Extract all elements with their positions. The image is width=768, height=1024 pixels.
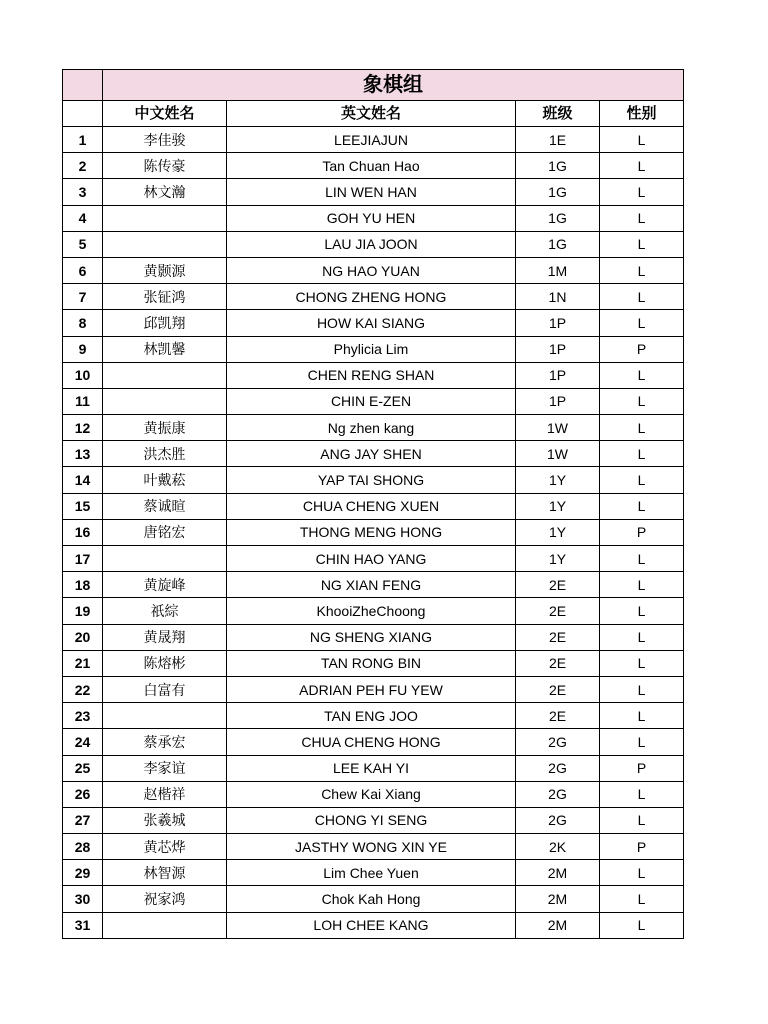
row-number-cell[interactable]: 2 <box>63 153 103 179</box>
row-number-cell[interactable]: 11 <box>63 388 103 414</box>
english-name-cell[interactable]: NG XIAN FENG <box>227 572 516 598</box>
table-row <box>63 834 684 860</box>
row-number-cell[interactable]: 22 <box>63 676 103 702</box>
english-name-cell[interactable]: CHIN HAO YANG <box>227 546 516 572</box>
class-cell[interactable]: 1E <box>516 127 600 153</box>
english-name-cell[interactable]: CHUA CHENG HONG <box>227 729 516 755</box>
gender-cell[interactable]: L <box>600 284 684 310</box>
class-cell[interactable]: 2M <box>516 886 600 912</box>
chinese-name-cell[interactable]: 蔡诚暄 <box>103 493 227 519</box>
class-cell[interactable]: 1G <box>516 153 600 179</box>
row-number-cell[interactable]: 6 <box>63 257 103 283</box>
table-row <box>63 676 684 702</box>
row-number-cell[interactable]: 19 <box>63 598 103 624</box>
chinese-name-cell[interactable]: 林文瀚 <box>103 179 227 205</box>
english-name-cell[interactable]: Lim Chee Yuen <box>227 860 516 886</box>
class-cell[interactable]: 2E <box>516 650 600 676</box>
gender-cell[interactable]: L <box>600 467 684 493</box>
chinese-name-cell[interactable] <box>103 231 227 257</box>
row-number-cell[interactable]: 23 <box>63 703 103 729</box>
gender-cell[interactable]: L <box>600 807 684 833</box>
gender-cell[interactable]: L <box>600 912 684 938</box>
english-name-cell[interactable]: NG SHENG XIANG <box>227 624 516 650</box>
row-number-cell[interactable]: 5 <box>63 231 103 257</box>
chinese-name-cell[interactable]: 黄旋峰 <box>103 572 227 598</box>
class-cell[interactable]: 1W <box>516 441 600 467</box>
gender-cell[interactable]: L <box>600 860 684 886</box>
chinese-name-cell[interactable]: 李佳骏 <box>103 127 227 153</box>
gender-cell[interactable]: L <box>600 650 684 676</box>
class-cell[interactable]: 1Y <box>516 546 600 572</box>
table-row <box>63 755 684 781</box>
class-cell[interactable]: 2E <box>516 676 600 702</box>
header-row <box>63 101 684 127</box>
class-cell[interactable]: 2E <box>516 598 600 624</box>
english-name-cell[interactable]: HOW KAI SIANG <box>227 310 516 336</box>
table-row <box>63 467 684 493</box>
chinese-name-cell[interactable]: 邱凯翔 <box>103 310 227 336</box>
class-cell[interactable]: 1G <box>516 231 600 257</box>
row-number-cell[interactable]: 30 <box>63 886 103 912</box>
english-name-cell[interactable]: LEE KAH YI <box>227 755 516 781</box>
english-name-cell[interactable]: Chok Kah Hong <box>227 886 516 912</box>
english-name-cell[interactable]: LEEJIAJUN <box>227 127 516 153</box>
title-row <box>63 70 684 101</box>
chinese-name-cell[interactable] <box>103 703 227 729</box>
class-cell[interactable]: 1Y <box>516 467 600 493</box>
english-name-cell[interactable]: LIN WEN HAN <box>227 179 516 205</box>
gender-cell[interactable]: L <box>600 415 684 441</box>
gender-cell[interactable]: L <box>600 179 684 205</box>
row-number-cell[interactable]: 24 <box>63 729 103 755</box>
table-row <box>63 912 684 938</box>
chinese-name-cell[interactable] <box>103 546 227 572</box>
class-cell[interactable]: 1N <box>516 284 600 310</box>
table-row <box>63 179 684 205</box>
table-row <box>63 624 684 650</box>
gender-cell[interactable]: L <box>600 781 684 807</box>
gender-cell[interactable]: L <box>600 886 684 912</box>
table-row <box>63 519 684 545</box>
row-number-cell[interactable]: 7 <box>63 284 103 310</box>
gender-cell[interactable]: L <box>600 676 684 702</box>
row-number-cell[interactable]: 8 <box>63 310 103 336</box>
class-cell[interactable]: 1G <box>516 205 600 231</box>
english-name-cell[interactable]: TAN RONG BIN <box>227 650 516 676</box>
chinese-name-cell[interactable]: 林凯馨 <box>103 336 227 362</box>
gender-cell[interactable]: L <box>600 572 684 598</box>
english-name-cell[interactable]: Ng zhen kang <box>227 415 516 441</box>
table-row <box>63 860 684 886</box>
english-name-cell[interactable]: KhooiZheChoong <box>227 598 516 624</box>
table-row <box>63 493 684 519</box>
row-number-cell[interactable]: 10 <box>63 362 103 388</box>
gender-cell[interactable]: L <box>600 153 684 179</box>
english-name-cell[interactable]: YAP TAI SHONG <box>227 467 516 493</box>
chinese-name-cell[interactable]: 李家谊 <box>103 755 227 781</box>
row-number-cell[interactable]: 9 <box>63 336 103 362</box>
table-row <box>63 729 684 755</box>
chinese-name-cell[interactable]: 白富有 <box>103 676 227 702</box>
class-cell[interactable]: 2E <box>516 624 600 650</box>
row-number-cell[interactable]: 27 <box>63 807 103 833</box>
row-number-cell[interactable]: 25 <box>63 755 103 781</box>
class-cell[interactable]: 2G <box>516 807 600 833</box>
english-name-cell[interactable]: THONG MENG HONG <box>227 519 516 545</box>
row-number-cell[interactable]: 20 <box>63 624 103 650</box>
gender-cell[interactable]: P <box>600 336 684 362</box>
class-cell[interactable]: 2M <box>516 860 600 886</box>
english-name-cell[interactable]: Chew Kai Xiang <box>227 781 516 807</box>
table-row <box>63 362 684 388</box>
table-row <box>63 546 684 572</box>
table-row <box>63 153 684 179</box>
table-row <box>63 231 684 257</box>
table-row <box>63 284 684 310</box>
row-number-cell[interactable]: 17 <box>63 546 103 572</box>
gender-cell[interactable]: L <box>600 546 684 572</box>
row-number-cell[interactable]: 13 <box>63 441 103 467</box>
class-cell[interactable]: 2K <box>516 834 600 860</box>
gender-cell[interactable]: L <box>600 598 684 624</box>
table-row <box>63 781 684 807</box>
english-name-cell[interactable]: CHEN RENG SHAN <box>227 362 516 388</box>
english-name-cell[interactable]: JASTHY WONG XIN YE <box>227 834 516 860</box>
class-cell[interactable]: 1M <box>516 257 600 283</box>
table-row <box>63 598 684 624</box>
chinese-name-cell[interactable] <box>103 205 227 231</box>
english-name-cell[interactable]: CHIN E-ZEN <box>227 388 516 414</box>
header-corner-cell[interactable] <box>63 101 103 127</box>
gender-cell[interactable]: L <box>600 310 684 336</box>
chinese-name-cell[interactable]: 赵楷祥 <box>103 781 227 807</box>
chinese-name-cell[interactable]: 叶戴菘 <box>103 467 227 493</box>
chinese-name-cell[interactable]: 黄振康 <box>103 415 227 441</box>
row-number-cell[interactable]: 26 <box>63 781 103 807</box>
roster-table <box>62 69 684 939</box>
chinese-name-cell[interactable]: 林智源 <box>103 860 227 886</box>
gender-cell[interactable]: L <box>600 388 684 414</box>
table-row <box>63 310 684 336</box>
chinese-name-cell[interactable]: 唐铭宏 <box>103 519 227 545</box>
class-cell[interactable]: 1Y <box>516 519 600 545</box>
table-row <box>63 703 684 729</box>
row-number-cell[interactable]: 18 <box>63 572 103 598</box>
gender-cell[interactable]: L <box>600 703 684 729</box>
table-row <box>63 650 684 676</box>
header-class[interactable]: 班级 <box>516 101 600 127</box>
table-row <box>63 886 684 912</box>
chinese-name-cell[interactable]: 洪杰胜 <box>103 441 227 467</box>
table-row <box>63 205 684 231</box>
chinese-name-cell[interactable]: 黄晟翔 <box>103 624 227 650</box>
gender-cell[interactable]: P <box>600 834 684 860</box>
table-row <box>63 127 684 153</box>
header-chinese-name[interactable]: 中文姓名 <box>103 101 227 127</box>
gender-cell[interactable]: L <box>600 127 684 153</box>
table-row <box>63 415 684 441</box>
gender-cell[interactable]: L <box>600 441 684 467</box>
english-name-cell[interactable]: ANG JAY SHEN <box>227 441 516 467</box>
gender-cell[interactable]: P <box>600 519 684 545</box>
gender-cell[interactable]: L <box>600 729 684 755</box>
class-cell[interactable]: 2E <box>516 572 600 598</box>
chinese-name-cell[interactable]: 黄芯烨 <box>103 834 227 860</box>
class-cell[interactable]: 2G <box>516 781 600 807</box>
gender-cell[interactable]: P <box>600 755 684 781</box>
table-row <box>63 807 684 833</box>
row-number-cell[interactable]: 31 <box>63 912 103 938</box>
sheet-title[interactable]: 象棋组 <box>103 70 684 101</box>
chinese-name-cell[interactable] <box>103 362 227 388</box>
english-name-cell[interactable]: CHUA CHENG XUEN <box>227 493 516 519</box>
table-row <box>63 572 684 598</box>
gender-cell[interactable]: L <box>600 624 684 650</box>
table-row <box>63 441 684 467</box>
class-cell[interactable]: 1Y <box>516 493 600 519</box>
row-number-cell[interactable]: 4 <box>63 205 103 231</box>
class-cell[interactable]: 1P <box>516 310 600 336</box>
chinese-name-cell[interactable]: 蔡承宏 <box>103 729 227 755</box>
english-name-cell[interactable]: TAN ENG JOO <box>227 703 516 729</box>
english-name-cell[interactable]: GOH YU HEN <box>227 205 516 231</box>
class-cell[interactable]: 1W <box>516 415 600 441</box>
class-cell[interactable]: 1P <box>516 388 600 414</box>
class-cell[interactable]: 2G <box>516 729 600 755</box>
gender-cell[interactable]: L <box>600 362 684 388</box>
chinese-name-cell[interactable]: 张钲鸿 <box>103 284 227 310</box>
chinese-name-cell[interactable]: 祝家鸿 <box>103 886 227 912</box>
english-name-cell[interactable]: LOH CHEE KANG <box>227 912 516 938</box>
chinese-name-cell[interactable]: 张羲城 <box>103 807 227 833</box>
row-number-cell[interactable]: 28 <box>63 834 103 860</box>
table-row <box>63 257 684 283</box>
row-number-cell[interactable]: 29 <box>63 860 103 886</box>
class-cell[interactable]: 2E <box>516 703 600 729</box>
chinese-name-cell[interactable] <box>103 388 227 414</box>
row-number-cell[interactable]: 14 <box>63 467 103 493</box>
english-name-cell[interactable]: NG HAO YUAN <box>227 257 516 283</box>
row-number-cell[interactable]: 15 <box>63 493 103 519</box>
row-number-cell[interactable]: 3 <box>63 179 103 205</box>
class-cell[interactable]: 1G <box>516 179 600 205</box>
chinese-name-cell[interactable]: 陈熔彬 <box>103 650 227 676</box>
row-number-cell[interactable]: 16 <box>63 519 103 545</box>
gender-cell[interactable]: L <box>600 231 684 257</box>
row-number-cell[interactable]: 21 <box>63 650 103 676</box>
english-name-cell[interactable]: CHONG YI SENG <box>227 807 516 833</box>
english-name-cell[interactable]: CHONG ZHENG HONG <box>227 284 516 310</box>
table-row <box>63 388 684 414</box>
header-english-name[interactable]: 英文姓名 <box>227 101 516 127</box>
class-cell[interactable]: 2M <box>516 912 600 938</box>
row-number-cell[interactable]: 12 <box>63 415 103 441</box>
chinese-name-cell[interactable] <box>103 912 227 938</box>
english-name-cell[interactable]: Tan Chuan Hao <box>227 153 516 179</box>
english-name-cell[interactable]: LAU JIA JOON <box>227 231 516 257</box>
title-corner-cell[interactable] <box>63 70 103 101</box>
chinese-name-cell[interactable]: 黄颢源 <box>103 257 227 283</box>
gender-cell[interactable]: L <box>600 257 684 283</box>
class-cell[interactable]: 1P <box>516 362 600 388</box>
class-cell[interactable]: 1P <box>516 336 600 362</box>
class-cell[interactable]: 2G <box>516 755 600 781</box>
gender-cell[interactable]: L <box>600 205 684 231</box>
english-name-cell[interactable]: ADRIAN PEH FU YEW <box>227 676 516 702</box>
chinese-name-cell[interactable]: 陈传豪 <box>103 153 227 179</box>
row-number-cell[interactable]: 1 <box>63 127 103 153</box>
chinese-name-cell[interactable]: 祇綜 <box>103 598 227 624</box>
table-row <box>63 336 684 362</box>
gender-cell[interactable]: L <box>600 493 684 519</box>
english-name-cell[interactable]: Phylicia Lim <box>227 336 516 362</box>
header-gender[interactable]: 性别 <box>600 101 684 127</box>
